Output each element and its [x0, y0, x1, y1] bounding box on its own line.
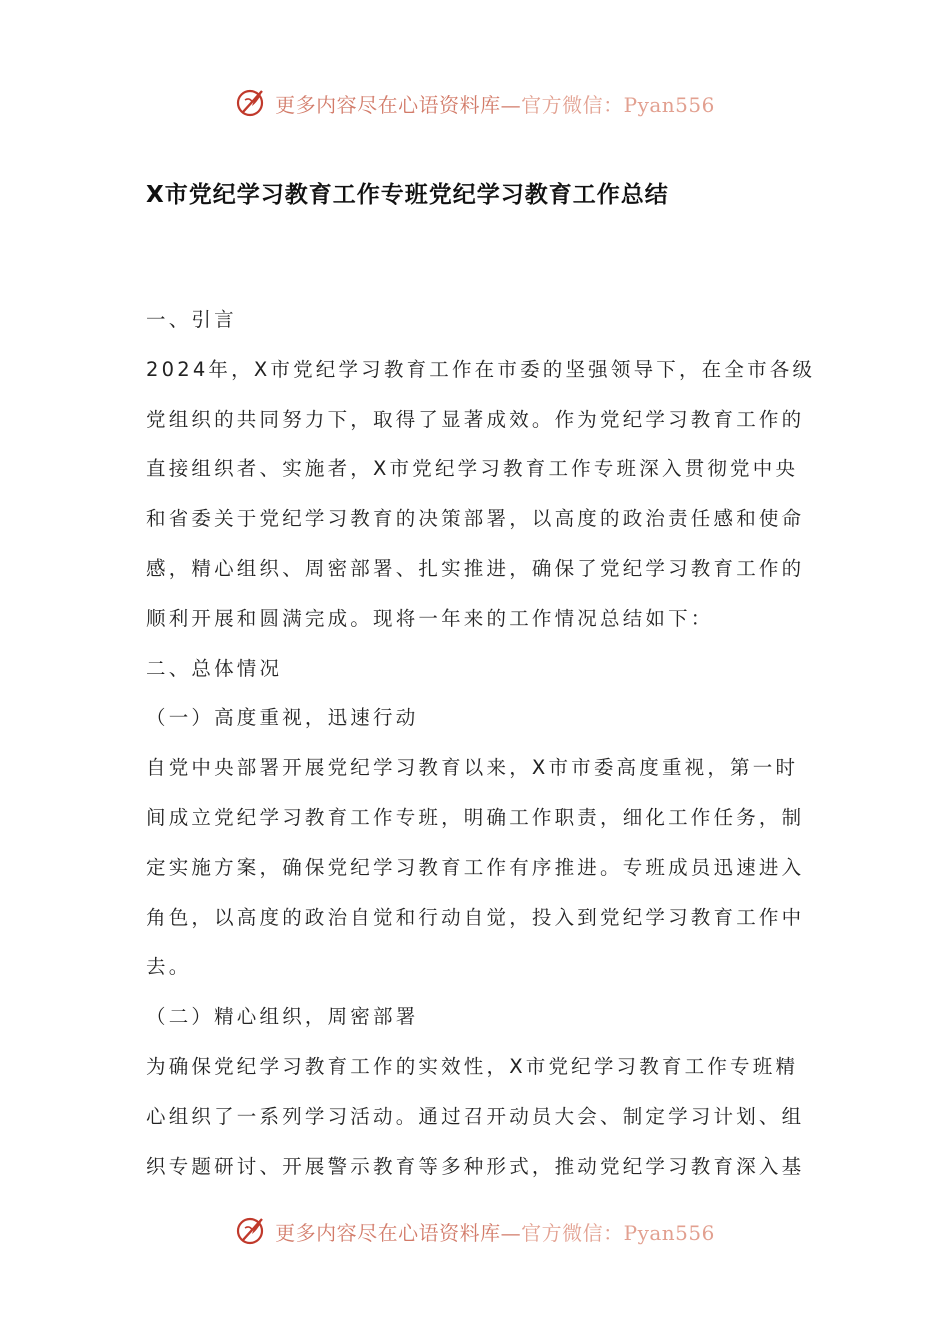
document-title: X市党纪学习教育工作专班党纪学习教育工作总结: [146, 182, 669, 208]
body-line: 为确保党纪学习教育工作的实效性，X市党纪学习教育工作专班精: [146, 1054, 799, 1078]
watermark-site-text: 更多内容尽在心语资料库—: [275, 1220, 522, 1245]
body-line: 角色，以高度的政治自觉和行动自觉，投入到党纪学习教育工作中: [146, 905, 805, 929]
body-line: 间成立党纪学习教育工作专班，明确工作职责，细化工作任务，制: [146, 805, 805, 829]
document-body: [146, 295, 816, 1191]
body-line: 定实施方案，确保党纪学习教育工作有序推进。专班成员迅速进入: [146, 855, 805, 879]
body-line: 去。: [146, 955, 192, 979]
body-line: 和省委关于党纪学习教育的决策部署，以高度的政治责任感和使命: [146, 507, 805, 531]
body-line: 2024年，X市党纪学习教育工作在市委的坚强领导下，在全市各级: [146, 357, 816, 381]
body-line: 党组织的共同努力下，取得了显著成效。作为党纪学习教育工作的: [146, 407, 805, 431]
quill-logo-icon: [235, 86, 269, 120]
body-line: 感，精心组织、周密部署、扎实推进，确保了党纪学习教育工作的: [146, 556, 805, 580]
watermark-site-text: 更多内容尽在心语资料库—: [275, 92, 522, 117]
body-line: 自党中央部署开展党纪学习教育以来，X市市委高度重视，第一时: [146, 756, 799, 780]
body-line: （二）精心组织，周密部署: [146, 1005, 419, 1029]
body-line: 顺利开展和圆满完成。现将一年来的工作情况总结如下：: [146, 606, 714, 630]
body-line: 一、引言: [146, 308, 237, 331]
footer-watermark: [0, 1211, 950, 1251]
body-line: 心组织了一系列学习活动。通过召开动员大会、制定学习计划、组: [146, 1104, 805, 1128]
watermark-wechat-text: 官方微信：Pyan556: [521, 1220, 715, 1245]
body-line: 直接组织者、实施者，X市党纪学习教育工作专班深入贯彻党中央: [146, 457, 799, 481]
quill-logo-icon: [235, 1214, 269, 1248]
header-watermark: [0, 83, 950, 123]
body-line: 织专题研讨、开展警示教育等多种形式，推动党纪学习教育深入基: [146, 1154, 805, 1178]
watermark-wechat-text: 官方微信：Pyan556: [521, 92, 715, 117]
body-line: （一）高度重视，迅速行动: [146, 706, 419, 730]
body-line: 二、总体情况: [146, 656, 283, 680]
